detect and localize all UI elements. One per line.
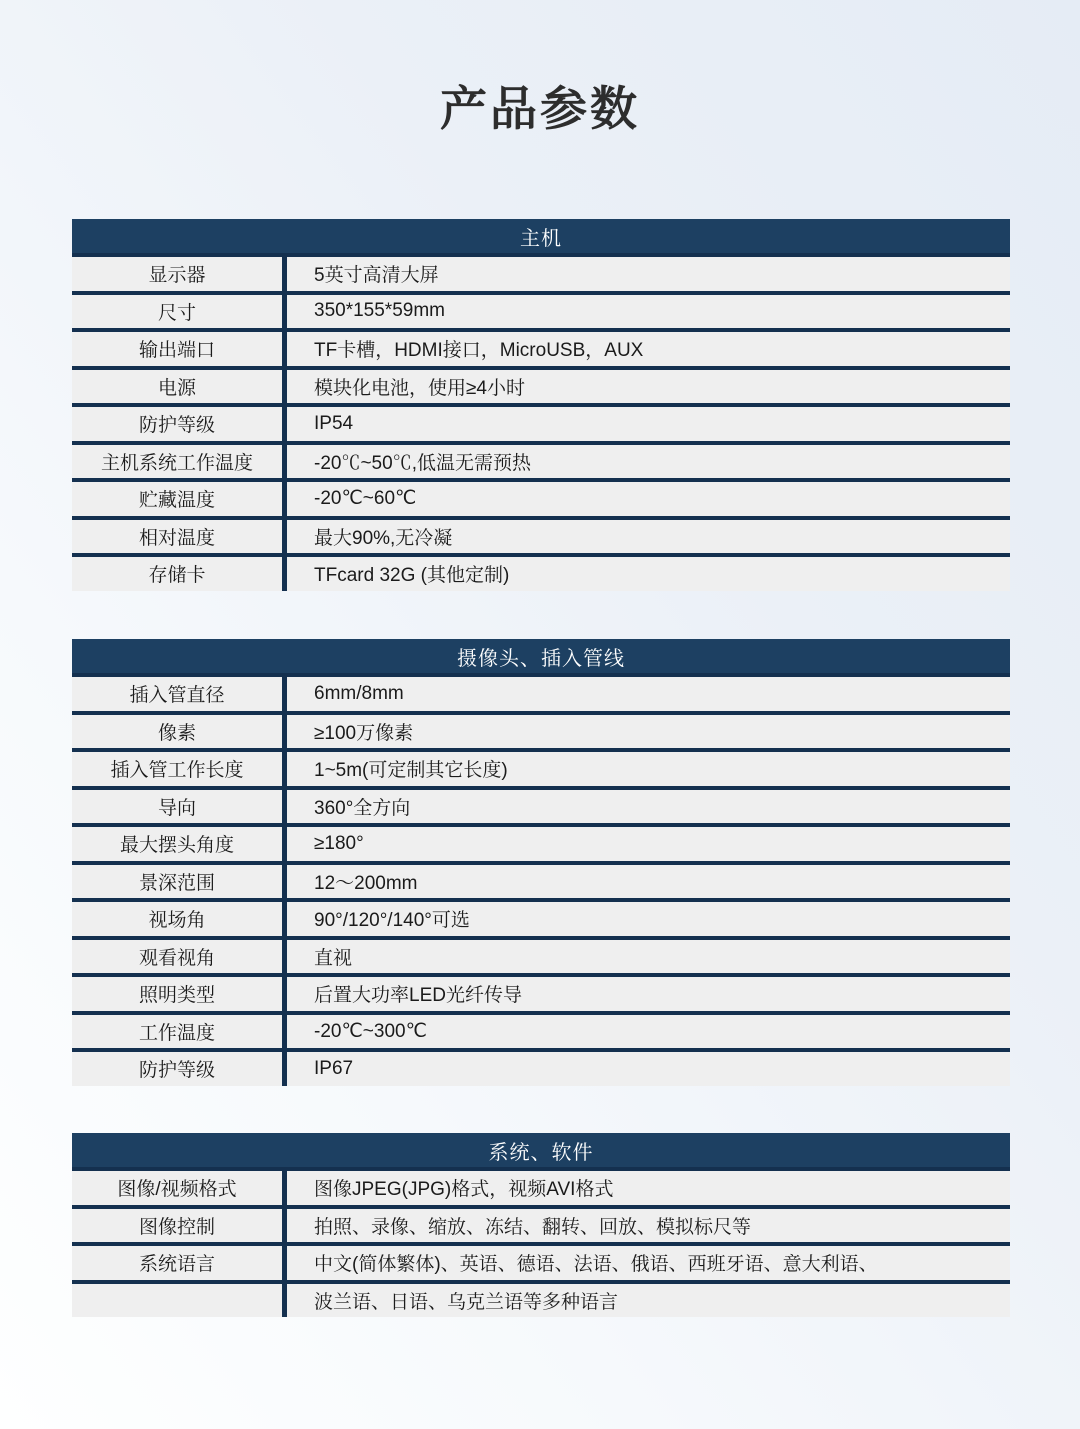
spec-label: 主机系统工作温度: [72, 445, 287, 479]
spec-label: 存储卡: [72, 557, 287, 591]
spec-value: IP54: [314, 412, 354, 434]
table-row: [72, 973, 1010, 1011]
spec-value: 5英寸高清大屏: [314, 265, 439, 287]
spec-value: 模块化电池，使用≥4小时: [314, 377, 525, 399]
spec-value: 6mm/8mm: [314, 682, 404, 704]
spec-label: 防护等级: [72, 1052, 287, 1086]
spec-label: 观看视角: [72, 940, 287, 974]
spec-label: 景深范围: [72, 865, 287, 899]
spec-label: 图像/视频格式: [72, 1171, 287, 1205]
spec-value: 360°全方向: [314, 797, 411, 819]
spec-label: 视场角: [72, 902, 287, 936]
table-row: [72, 291, 1010, 329]
spec-value: 12～200mm: [314, 872, 418, 894]
table-row: [72, 366, 1010, 404]
spec-value: -20℃~50℃,低温无需预热: [314, 452, 531, 474]
table-row: [72, 553, 1010, 591]
table-row: [72, 861, 1010, 899]
table-row: [72, 253, 1010, 291]
spec-value: 后置大功率LED光纤传导: [314, 985, 522, 1007]
spec-label: 防护等级: [72, 407, 287, 441]
spec-value: 拍照、录像、缩放、冻结、翻转、回放、模拟标尺等: [314, 1216, 752, 1238]
spec-value: 中文(简体繁体)、英语、德语、法语、俄语、西班牙语、意大利语、: [314, 1254, 878, 1276]
table-row: [72, 1048, 1010, 1086]
spec-label: 电源: [72, 370, 287, 404]
table-row: [72, 1167, 1010, 1205]
table-header: 系统、软件: [72, 1133, 1010, 1167]
spec-label: 插入管直径: [72, 677, 287, 711]
spec-label: [72, 1284, 287, 1318]
spec-label: 照明类型: [72, 977, 287, 1011]
spec-value: 1~5m(可定制其它长度): [314, 760, 508, 782]
table-row: [72, 1205, 1010, 1243]
spec-label: 插入管工作长度: [72, 752, 287, 786]
page-title: 产品参数: [440, 82, 640, 135]
spec-label: 输出端口: [72, 332, 287, 366]
table-row: [72, 748, 1010, 786]
spec-value: 350*155*59mm: [314, 300, 445, 322]
spec-value: -20℃~300℃: [314, 1020, 427, 1042]
table-row: [72, 328, 1010, 366]
table-row: [72, 673, 1010, 711]
table-row: [72, 403, 1010, 441]
table-row: [72, 1242, 1010, 1280]
table-row: [72, 898, 1010, 936]
table-row: [72, 1011, 1010, 1049]
spec-label: 导向: [72, 790, 287, 824]
spec-label: 尺寸: [72, 295, 287, 329]
spec-label: 系统语言: [72, 1246, 287, 1280]
spec-value: TF卡槽，HDMI接口，MicroUSB，AUX: [314, 340, 644, 362]
spec-label: 图像控制: [72, 1209, 287, 1243]
spec-label: 显示器: [72, 257, 287, 291]
spec-label: 工作温度: [72, 1015, 287, 1049]
spec-value: 图像JPEG(JPG)格式，视频AVI格式: [314, 1179, 614, 1201]
spec-value: 最大90%,无冷凝: [314, 527, 453, 549]
spec-value: 波兰语、日语、乌克兰语等多种语言: [314, 1291, 619, 1313]
table-row: [72, 786, 1010, 824]
table-row: [72, 516, 1010, 554]
spec-table: [72, 1133, 1010, 1317]
spec-label: 像素: [72, 715, 287, 749]
spec-label: 相对温度: [72, 520, 287, 554]
spec-value: -20℃~60℃: [314, 488, 417, 510]
table-row: [72, 478, 1010, 516]
table-row: [72, 936, 1010, 974]
spec-label: 最大摆头角度: [72, 827, 287, 861]
spec-value: ≥100万像素: [314, 722, 414, 744]
table-row: [72, 823, 1010, 861]
spec-value: IP67: [314, 1057, 354, 1079]
spec-value: 直视: [314, 947, 353, 969]
spec-label: 贮藏温度: [72, 482, 287, 516]
spec-value: 90°/120°/140°可选: [314, 910, 470, 932]
table-row: [72, 711, 1010, 749]
table-header: 摄像头、插入管线: [72, 639, 1010, 673]
spec-value: ≥180°: [314, 832, 364, 854]
table-row: [72, 441, 1010, 479]
table-row: [72, 1280, 1010, 1318]
table-header: 主机: [72, 219, 1010, 253]
spec-table: [72, 219, 1010, 591]
spec-value: TFcard 32G (其他定制): [314, 565, 510, 587]
spec-table: [72, 639, 1010, 1086]
